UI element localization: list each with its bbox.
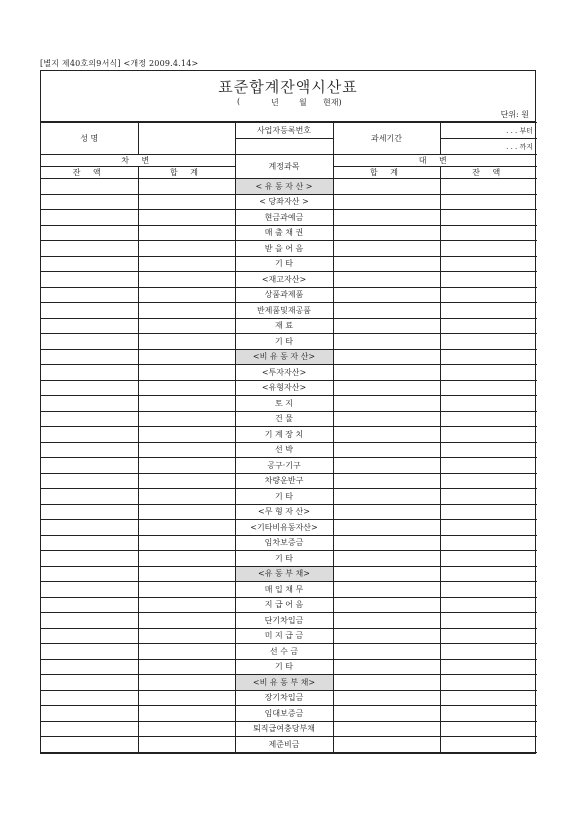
credit-total-cell[interactable] — [333, 349, 440, 365]
account-name: 퇴직급여충당부채 — [235, 721, 333, 737]
account-name: <비 유 동 부 채> — [235, 675, 333, 691]
debit-total-cell[interactable] — [138, 411, 235, 427]
credit-balance-cell[interactable] — [440, 349, 537, 365]
credit-balance-cell[interactable] — [440, 597, 537, 613]
debit-balance-cell[interactable] — [41, 272, 138, 288]
debit-total-cell[interactable] — [138, 737, 235, 753]
credit-total-cell[interactable] — [333, 628, 440, 644]
debit-balance-cell[interactable] — [41, 303, 138, 319]
table-row — [41, 690, 537, 706]
account-rows — [41, 179, 537, 753]
debit-total-cell[interactable] — [138, 194, 235, 210]
credit-balance-cell[interactable] — [440, 628, 537, 644]
table-row — [41, 411, 537, 427]
debit-balance-cell[interactable] — [41, 737, 138, 753]
account-name: 기 계 장 치 — [235, 427, 333, 443]
credit-balance-cell[interactable] — [440, 272, 537, 288]
credit-balance-cell[interactable] — [440, 225, 537, 241]
credit-total-cell[interactable] — [333, 721, 440, 737]
debit-balance-cell[interactable] — [41, 706, 138, 722]
debit-balance-cell[interactable] — [41, 210, 138, 226]
debit-balance-cell[interactable] — [41, 179, 138, 195]
debit-balance-cell[interactable] — [41, 582, 138, 598]
account-name: 기 타 — [235, 489, 333, 505]
table-row — [41, 551, 537, 567]
debit-balance-cell[interactable] — [41, 644, 138, 660]
bizno-label: 사업자등록번호 — [235, 123, 333, 139]
account-name: <무 형 자 산> — [235, 504, 333, 520]
table-row — [41, 458, 537, 474]
account-name: < 당좌자산 > — [235, 194, 333, 210]
credit-total-cell[interactable] — [333, 318, 440, 334]
table-row — [41, 334, 537, 350]
account-name: 선 박 — [235, 442, 333, 458]
debit-total-cell[interactable] — [138, 458, 235, 474]
debit-balance-cell[interactable] — [41, 597, 138, 613]
credit-balance-cell[interactable] — [440, 535, 537, 551]
period-month: 월 — [299, 98, 307, 107]
credit-total-cell[interactable] — [333, 179, 440, 195]
credit-balance-cell[interactable] — [440, 489, 537, 505]
table-row — [41, 396, 537, 412]
credit-total-header: 합 계 — [333, 167, 440, 179]
debit-total-cell[interactable] — [138, 675, 235, 691]
table-row — [41, 659, 537, 675]
account-name: 매 출 채 권 — [235, 225, 333, 241]
credit-balance-cell[interactable] — [440, 442, 537, 458]
credit-total-cell[interactable] — [333, 504, 440, 520]
debit-balance-cell[interactable] — [41, 551, 138, 567]
credit-total-cell[interactable] — [333, 396, 440, 412]
credit-total-cell[interactable] — [333, 520, 440, 536]
credit-balance-cell[interactable] — [440, 458, 537, 474]
table-row — [41, 225, 537, 241]
debit-balance-cell[interactable] — [41, 396, 138, 412]
account-name: 차량운반구 — [235, 473, 333, 489]
credit-balance-cell[interactable] — [440, 690, 537, 706]
period-now: 현재) — [323, 98, 342, 107]
debit-balance-cell[interactable] — [41, 349, 138, 365]
account-name: 상품과제품 — [235, 287, 333, 303]
debit-balance-cell[interactable] — [41, 690, 138, 706]
credit-balance-cell[interactable] — [440, 427, 537, 443]
credit-balance-cell[interactable] — [440, 334, 537, 350]
account-name: <비 유 동 자 산> — [235, 349, 333, 365]
credit-total-cell[interactable] — [333, 566, 440, 582]
credit-balance-cell[interactable] — [440, 194, 537, 210]
account-name: 받 을 어 음 — [235, 241, 333, 257]
table-row — [41, 210, 537, 226]
table-row — [41, 644, 537, 660]
table-row — [41, 582, 537, 598]
name-field[interactable] — [138, 123, 235, 155]
table-row — [41, 473, 537, 489]
table-row — [41, 256, 537, 272]
trial-balance-form — [40, 70, 536, 754]
credit-balance-cell[interactable] — [440, 582, 537, 598]
debit-total-cell[interactable] — [138, 597, 235, 613]
form-note: [별지 제40호의9서식] <개정 2009.4.14> — [40, 59, 199, 68]
credit-total-cell[interactable] — [333, 737, 440, 753]
credit-balance-cell[interactable] — [440, 241, 537, 257]
table-row — [41, 349, 537, 365]
table-row — [41, 566, 537, 582]
debit-balance-cell[interactable] — [41, 504, 138, 520]
page-title: 표준합계잔액시산표 — [218, 78, 358, 96]
credit-total-cell[interactable] — [333, 210, 440, 226]
credit-total-cell[interactable] — [333, 380, 440, 396]
bizno-field[interactable] — [235, 139, 333, 155]
debit-total-cell[interactable] — [138, 520, 235, 536]
debit-balance-cell[interactable] — [41, 442, 138, 458]
credit-balance-cell[interactable] — [440, 287, 537, 303]
credit-total-cell[interactable] — [333, 458, 440, 474]
credit-total-cell[interactable] — [333, 303, 440, 319]
credit-total-cell[interactable] — [333, 473, 440, 489]
table-row — [41, 721, 537, 737]
table-row — [41, 737, 537, 753]
tax-period-label: 과세기간 — [333, 123, 440, 155]
credit-balance-cell[interactable] — [440, 365, 537, 381]
account-name: 단기차입금 — [235, 613, 333, 629]
credit-balance-cell[interactable] — [440, 566, 537, 582]
table-row — [41, 597, 537, 613]
period-open: ( — [237, 97, 241, 106]
credit-balance-cell[interactable] — [440, 659, 537, 675]
debit-total-cell[interactable] — [138, 721, 235, 737]
debit-total-cell[interactable] — [138, 396, 235, 412]
debit-balance-cell[interactable] — [41, 241, 138, 257]
credit-total-cell[interactable] — [333, 194, 440, 210]
debit-total-cell[interactable] — [138, 334, 235, 350]
account-name: 현금과예금 — [235, 210, 333, 226]
credit-balance-cell[interactable] — [440, 644, 537, 660]
period-year: 년 — [271, 98, 279, 107]
credit-balance-header: 잔 액 — [440, 167, 537, 179]
debit-balance-cell[interactable] — [41, 458, 138, 474]
credit-total-cell[interactable] — [333, 706, 440, 722]
table-row — [41, 613, 537, 629]
debit-balance-cell[interactable] — [41, 566, 138, 582]
credit-balance-cell[interactable] — [440, 303, 537, 319]
account-name: 선 수 금 — [235, 644, 333, 660]
account-name: 매 입 채 무 — [235, 582, 333, 598]
credit-total-cell[interactable] — [333, 241, 440, 257]
debit-total-cell[interactable] — [138, 365, 235, 381]
debit-balance-cell[interactable] — [41, 721, 138, 737]
account-name: 미 지 급 금 — [235, 628, 333, 644]
debit-total-cell[interactable] — [138, 582, 235, 598]
debit-balance-cell[interactable] — [41, 473, 138, 489]
account-name: <투자자산> — [235, 365, 333, 381]
debit-total-cell[interactable] — [138, 566, 235, 582]
debit-total-cell[interactable] — [138, 272, 235, 288]
credit-balance-cell[interactable] — [440, 551, 537, 567]
account-name: 기 타 — [235, 334, 333, 350]
debit-total-cell[interactable] — [138, 644, 235, 660]
debit-total-cell[interactable] — [138, 210, 235, 226]
credit-balance-cell[interactable] — [440, 380, 537, 396]
account-name: 장기차입금 — [235, 690, 333, 706]
credit-balance-cell[interactable] — [440, 520, 537, 536]
credit-total-cell[interactable] — [333, 272, 440, 288]
account-name: 공구·기구 — [235, 458, 333, 474]
debit-total-cell[interactable] — [138, 473, 235, 489]
debit-total-cell[interactable] — [138, 489, 235, 505]
credit-total-cell[interactable] — [333, 334, 440, 350]
debit-total-cell[interactable] — [138, 241, 235, 257]
credit-balance-cell[interactable] — [440, 318, 537, 334]
table-row — [41, 520, 537, 536]
name-label: 성 명 — [41, 123, 138, 155]
debit-total-cell[interactable] — [138, 535, 235, 551]
table-row — [41, 628, 537, 644]
debit-balance-cell[interactable] — [41, 535, 138, 551]
account-name: <기타비유동자산> — [235, 520, 333, 536]
table-row — [41, 241, 537, 257]
account-name: <재고자산> — [235, 272, 333, 288]
debit-total-cell[interactable] — [138, 318, 235, 334]
account-name: 재 료 — [235, 318, 333, 334]
credit-balance-cell[interactable] — [440, 473, 537, 489]
debit-balance-cell[interactable] — [41, 411, 138, 427]
title-block — [41, 71, 535, 122]
info-row — [41, 123, 537, 139]
account-name: <유형자산> — [235, 380, 333, 396]
debit-total-cell[interactable] — [138, 659, 235, 675]
debit-balance-cell[interactable] — [41, 675, 138, 691]
table-row — [41, 535, 537, 551]
table-row — [41, 179, 537, 195]
credit-balance-cell[interactable] — [440, 256, 537, 272]
account-name: 건 물 — [235, 411, 333, 427]
credit-total-cell[interactable] — [333, 644, 440, 660]
credit-total-cell[interactable] — [333, 690, 440, 706]
debit-balance-header: 잔 액 — [41, 167, 138, 179]
debit-balance-cell[interactable] — [41, 287, 138, 303]
header-row — [41, 155, 537, 167]
debit-balance-cell[interactable] — [41, 659, 138, 675]
account-name: 토 지 — [235, 396, 333, 412]
credit-total-cell[interactable] — [333, 427, 440, 443]
credit-balance-cell[interactable] — [440, 179, 537, 195]
debit-total-cell[interactable] — [138, 442, 235, 458]
table-row — [41, 287, 537, 303]
credit-balance-cell[interactable] — [440, 706, 537, 722]
period-to-field[interactable]: . . . 까지 — [440, 139, 537, 155]
debit-balance-cell[interactable] — [41, 489, 138, 505]
table-row — [41, 442, 537, 458]
credit-balance-cell[interactable] — [440, 737, 537, 753]
account-name: 기 타 — [235, 256, 333, 272]
credit-total-cell[interactable] — [333, 256, 440, 272]
table-row — [41, 194, 537, 210]
debit-total-cell[interactable] — [138, 179, 235, 195]
debit-balance-cell[interactable] — [41, 520, 138, 536]
credit-total-cell[interactable] — [333, 225, 440, 241]
credit-total-cell[interactable] — [333, 489, 440, 505]
account-name: < 유 동 자 산 > — [235, 179, 333, 195]
credit-balance-cell[interactable] — [440, 675, 537, 691]
debit-balance-cell[interactable] — [41, 194, 138, 210]
debit-total-cell[interactable] — [138, 303, 235, 319]
table-row — [41, 318, 537, 334]
table-row — [41, 675, 537, 691]
credit-total-cell[interactable] — [333, 535, 440, 551]
debit-total-cell[interactable] — [138, 706, 235, 722]
debit-total-cell[interactable] — [138, 225, 235, 241]
credit-total-cell[interactable] — [333, 675, 440, 691]
debit-total-cell[interactable] — [138, 628, 235, 644]
debit-total-cell[interactable] — [138, 256, 235, 272]
credit-balance-cell[interactable] — [440, 396, 537, 412]
table-row — [41, 504, 537, 520]
period-from-field[interactable]: . . . 부터 — [440, 123, 537, 139]
debit-total-cell[interactable] — [138, 287, 235, 303]
credit-total-cell[interactable] — [333, 442, 440, 458]
credit-total-cell[interactable] — [333, 597, 440, 613]
debit-total-header: 합 계 — [138, 167, 235, 179]
credit-balance-cell[interactable] — [440, 504, 537, 520]
debit-balance-cell[interactable] — [41, 380, 138, 396]
credit-balance-cell[interactable] — [440, 613, 537, 629]
table-row — [41, 303, 537, 319]
account-name: <유 동 부 채> — [235, 566, 333, 582]
debit-balance-cell[interactable] — [41, 334, 138, 350]
account-name: 임대보증금 — [235, 706, 333, 722]
debit-total-cell[interactable] — [138, 504, 235, 520]
debit-balance-cell[interactable] — [41, 613, 138, 629]
credit-header: 대 변 — [333, 155, 537, 167]
credit-balance-cell[interactable] — [440, 721, 537, 737]
debit-total-cell[interactable] — [138, 551, 235, 567]
debit-total-cell[interactable] — [138, 349, 235, 365]
account-name: 반제품및재공품 — [235, 303, 333, 319]
credit-total-cell[interactable] — [333, 411, 440, 427]
account-name: 기 타 — [235, 551, 333, 567]
debit-total-cell[interactable] — [138, 380, 235, 396]
table-row — [41, 706, 537, 722]
credit-total-cell[interactable] — [333, 659, 440, 675]
credit-total-cell[interactable] — [333, 582, 440, 598]
debit-total-cell[interactable] — [138, 690, 235, 706]
debit-balance-cell[interactable] — [41, 256, 138, 272]
debit-balance-cell[interactable] — [41, 318, 138, 334]
credit-total-cell[interactable] — [333, 287, 440, 303]
credit-balance-cell[interactable] — [440, 411, 537, 427]
account-name: 제준비금 — [235, 737, 333, 753]
table-row — [41, 489, 537, 505]
unit-label: 단위: 원 — [500, 110, 529, 119]
table-row — [41, 272, 537, 288]
account-header: 계정과목 — [235, 155, 333, 179]
debit-total-cell[interactable] — [138, 613, 235, 629]
debit-balance-cell[interactable] — [41, 225, 138, 241]
credit-total-cell[interactable] — [333, 551, 440, 567]
debit-total-cell[interactable] — [138, 427, 235, 443]
account-name: 기 타 — [235, 659, 333, 675]
account-name: 지 급 어 음 — [235, 597, 333, 613]
table-row — [41, 427, 537, 443]
debit-balance-cell[interactable] — [41, 628, 138, 644]
credit-total-cell[interactable] — [333, 365, 440, 381]
trial-balance-table — [41, 122, 537, 753]
debit-header: 차 변 — [41, 155, 235, 167]
table-row — [41, 380, 537, 396]
debit-balance-cell[interactable] — [41, 427, 138, 443]
debit-balance-cell[interactable] — [41, 365, 138, 381]
credit-total-cell[interactable] — [333, 613, 440, 629]
table-row — [41, 365, 537, 381]
account-name: 임차보증금 — [235, 535, 333, 551]
credit-balance-cell[interactable] — [440, 210, 537, 226]
